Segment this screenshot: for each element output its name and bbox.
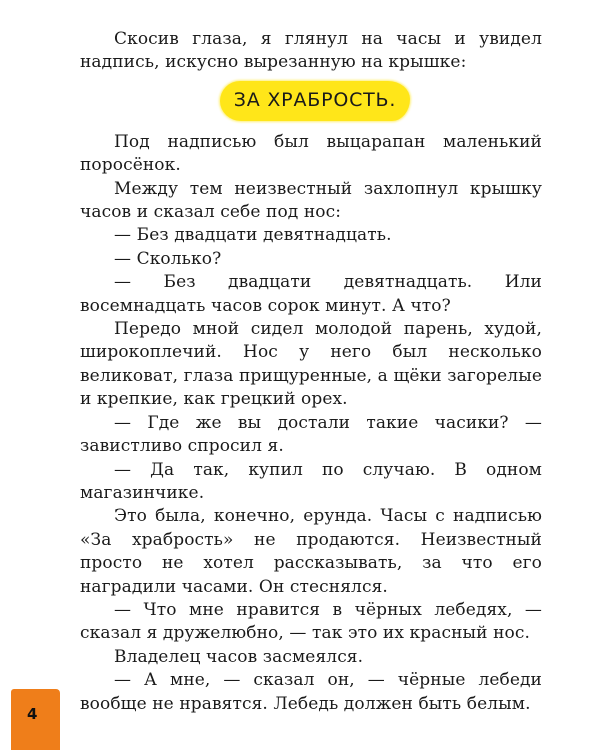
page-number: 4 — [27, 705, 38, 723]
paragraph-11: — Что мне нравится в чёрных лебедях, — сказал я дружелюбно, — так это их красный нос. — [80, 599, 542, 644]
paragraph-3: Между тем неизвестный захлопнул крышку часов и сказал себе под нос: — [80, 178, 542, 223]
engraving-text: ЗА ХРАБРОСТЬ. — [233, 89, 397, 112]
paragraph-2: Под надписью был выцарапан маленький поросёнок. — [80, 131, 542, 176]
page-number-tab — [11, 689, 60, 750]
engraving-block — [80, 79, 542, 125]
paragraph-1: Скосив глаза, я глянул на часы и увидел надпись, искусно вырезанную на крышке: — [80, 29, 542, 73]
paragraph-7: Передо мной сидел молодой парень, худой, широкоплечий. Нос у него был несколько великоват, глаза прищуренные, а щёки загорелые и крепкие, как грецкий орех. — [80, 319, 542, 410]
paragraph-10: Это была, конечно, ерунда. Часы с надписью «За храбрость» не продаются. Неизвестный просто не хотел рассказывать, за что его наградили часами. Он стеснялся. — [80, 506, 542, 597]
paragraph-6: — Без двадцати девятнадцать. Или восемнадцать часов сорок минут. А что? — [80, 272, 542, 316]
paragraph-13: — А мне, — сказал он, — чёрные лебеди вообще не нравятся. Лебедь должен быть белым. — [80, 670, 542, 714]
paragraph-4: — Без двадцати девятнадцать. — [114, 225, 392, 246]
paragraph-8: — Где же вы достали такие часики? — завистливо спросил я. — [80, 412, 542, 457]
paragraph-5: — Сколько? — [114, 248, 222, 269]
engraving-highlight — [220, 81, 410, 121]
page-text — [80, 28, 542, 716]
paragraph-12: Владелец часов засмеялся. — [114, 646, 364, 667]
paragraph-9: — Да так, купил по случаю. В одном магазинчике. — [80, 459, 542, 503]
